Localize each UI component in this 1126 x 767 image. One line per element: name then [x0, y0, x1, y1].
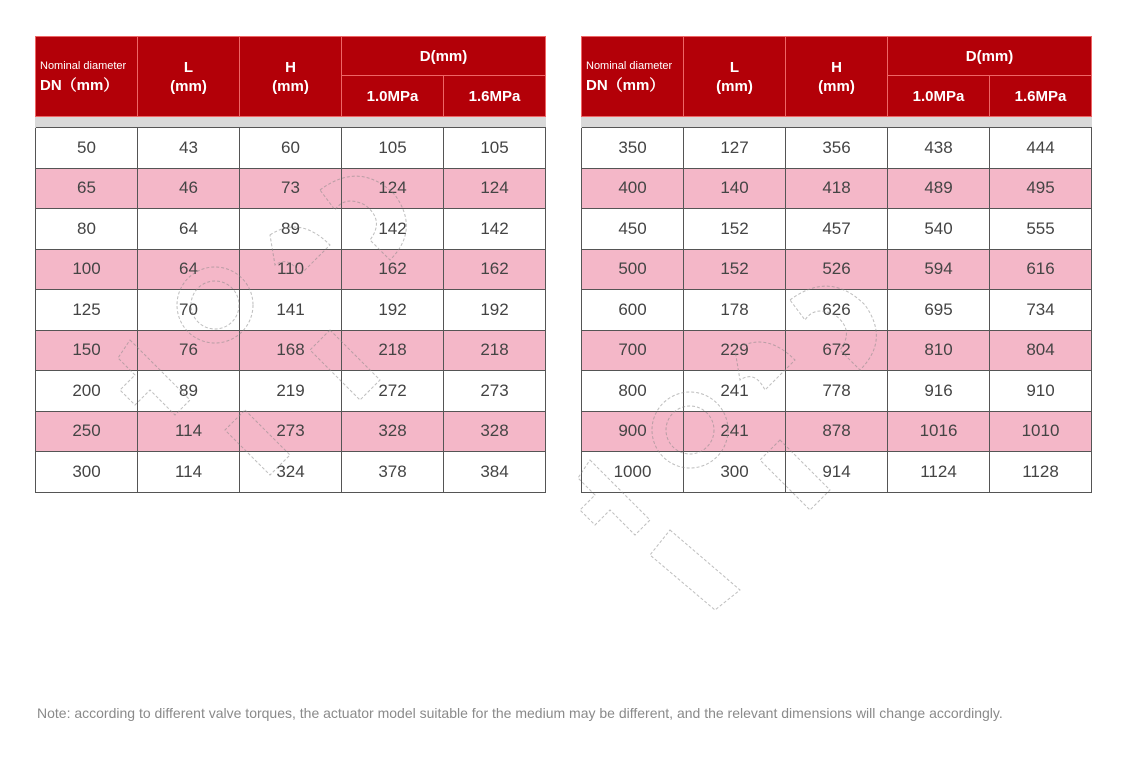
table-cell: 444	[990, 128, 1092, 169]
table-cell: 1128	[990, 452, 1092, 493]
header-nominal-small: Nominal diameter	[40, 59, 127, 72]
table-body-left	[36, 117, 546, 493]
table-cell: 124	[444, 168, 546, 209]
spacer-cell	[36, 117, 546, 128]
table-cell: 700	[582, 330, 684, 371]
header-pressure-2: 1.6MPa	[444, 76, 546, 117]
header-nominal-diameter	[582, 37, 684, 117]
header-l	[684, 37, 786, 117]
table-cell: 168	[240, 330, 342, 371]
table-cell: 200	[36, 371, 138, 412]
footnote: Note: according to different valve torques, the actuator model suitable for the medium may be different, and the relevant dimensions will change accordingly.	[37, 705, 1003, 721]
header-l-title: L	[729, 58, 740, 76]
table-cell: 356	[786, 128, 888, 169]
table-cell: 328	[342, 411, 444, 452]
table-cell: 400	[582, 168, 684, 209]
table-cell: 300	[684, 452, 786, 493]
table-cell: 100	[36, 249, 138, 290]
table-cell: 328	[444, 411, 546, 452]
table-cell: 1016	[888, 411, 990, 452]
table-row	[582, 209, 1092, 250]
table-cell: 916	[888, 371, 990, 412]
table-row	[36, 371, 546, 412]
table-cell: 384	[444, 452, 546, 493]
table-cell: 273	[240, 411, 342, 452]
table-row	[36, 128, 546, 169]
table-cell: 127	[684, 128, 786, 169]
table-cell: 142	[342, 209, 444, 250]
table-cell: 378	[342, 452, 444, 493]
table-cell: 73	[240, 168, 342, 209]
table-cell: 64	[138, 209, 240, 250]
table-cell: 1124	[888, 452, 990, 493]
table-row	[582, 411, 1092, 452]
table-cell: 600	[582, 290, 684, 331]
header-l-title: L	[183, 58, 194, 76]
table-cell: 76	[138, 330, 240, 371]
table-cell: 672	[786, 330, 888, 371]
header-h	[240, 37, 342, 117]
table-cell: 810	[888, 330, 990, 371]
table-cell: 555	[990, 209, 1092, 250]
table-cell: 64	[138, 249, 240, 290]
table-cell: 229	[684, 330, 786, 371]
table-cell: 273	[444, 371, 546, 412]
table-cell: 695	[888, 290, 990, 331]
table-cell: 300	[36, 452, 138, 493]
table-cell: 178	[684, 290, 786, 331]
table-row	[582, 330, 1092, 371]
table-row	[36, 209, 546, 250]
table-cell: 125	[36, 290, 138, 331]
table-row	[36, 290, 546, 331]
table-cell: 60	[240, 128, 342, 169]
table-cell: 272	[342, 371, 444, 412]
header-l	[138, 37, 240, 117]
header-nominal-diameter	[36, 37, 138, 117]
header-l-unit: (mm)	[170, 77, 207, 95]
table-cell: 500	[582, 249, 684, 290]
table-row	[582, 128, 1092, 169]
table-cell: 1010	[990, 411, 1092, 452]
table-body-right	[582, 117, 1092, 493]
table-cell: 526	[786, 249, 888, 290]
table-cell: 124	[342, 168, 444, 209]
table-cell: 80	[36, 209, 138, 250]
header-l-unit: (mm)	[716, 77, 753, 95]
table-row	[36, 411, 546, 452]
table-cell: 162	[342, 249, 444, 290]
table-cell: 914	[786, 452, 888, 493]
table-row	[36, 452, 546, 493]
table-cell: 140	[684, 168, 786, 209]
dimension-table-right	[581, 36, 1092, 493]
table-cell: 1000	[582, 452, 684, 493]
table-cell: 142	[444, 209, 546, 250]
header-nominal-small: Nominal diameter	[586, 59, 673, 72]
table-cell: 489	[888, 168, 990, 209]
table-cell: 105	[342, 128, 444, 169]
table-cell: 141	[240, 290, 342, 331]
table-cell: 495	[990, 168, 1092, 209]
table-cell: 910	[990, 371, 1092, 412]
table-cell: 540	[888, 209, 990, 250]
table-row	[582, 371, 1092, 412]
table-row	[36, 330, 546, 371]
table-row	[36, 249, 546, 290]
table-row	[582, 290, 1092, 331]
table-cell: 594	[888, 249, 990, 290]
header-d: D(mm)	[342, 37, 546, 76]
header-h	[786, 37, 888, 117]
table-cell: 804	[990, 330, 1092, 371]
table-cell: 219	[240, 371, 342, 412]
header-h-title: H	[285, 58, 296, 76]
table-cell: 192	[342, 290, 444, 331]
dimension-table-left	[35, 36, 546, 493]
table-cell: 43	[138, 128, 240, 169]
table-cell: 626	[786, 290, 888, 331]
header-h-unit: (mm)	[818, 77, 855, 95]
table-cell: 46	[138, 168, 240, 209]
header-pressure-1: 1.0MPa	[888, 76, 990, 117]
table-cell: 900	[582, 411, 684, 452]
table-cell: 152	[684, 249, 786, 290]
table-cell: 250	[36, 411, 138, 452]
header-d: D(mm)	[888, 37, 1092, 76]
table-cell: 114	[138, 452, 240, 493]
header-pressure-1: 1.0MPa	[342, 76, 444, 117]
table-cell: 65	[36, 168, 138, 209]
table-cell: 105	[444, 128, 546, 169]
table-cell: 218	[342, 330, 444, 371]
table-cell: 114	[138, 411, 240, 452]
header-spacer	[36, 117, 546, 128]
header-spacer	[582, 117, 1092, 128]
header-pressure-2: 1.6MPa	[990, 76, 1092, 117]
table-cell: 457	[786, 209, 888, 250]
table-cell: 878	[786, 411, 888, 452]
table-cell: 192	[444, 290, 546, 331]
table-cell: 350	[582, 128, 684, 169]
table-cell: 241	[684, 411, 786, 452]
table-row	[582, 168, 1092, 209]
table-cell: 70	[138, 290, 240, 331]
table-cell: 89	[138, 371, 240, 412]
header-nominal-big: DN（mm）	[586, 76, 665, 94]
table-cell: 450	[582, 209, 684, 250]
table-cell: 110	[240, 249, 342, 290]
table-cell: 734	[990, 290, 1092, 331]
table-cell: 616	[990, 249, 1092, 290]
table-cell: 800	[582, 371, 684, 412]
table-cell: 438	[888, 128, 990, 169]
header-h-title: H	[831, 58, 842, 76]
header-nominal-big: DN（mm）	[40, 76, 119, 94]
table-cell: 324	[240, 452, 342, 493]
table-cell: 50	[36, 128, 138, 169]
table-cell: 162	[444, 249, 546, 290]
table-cell: 89	[240, 209, 342, 250]
spacer-cell	[582, 117, 1092, 128]
table-row	[582, 249, 1092, 290]
header-h-unit: (mm)	[272, 77, 309, 95]
table-cell: 150	[36, 330, 138, 371]
table-cell: 152	[684, 209, 786, 250]
table-row	[582, 452, 1092, 493]
table-cell: 418	[786, 168, 888, 209]
table-cell: 241	[684, 371, 786, 412]
table-cell: 778	[786, 371, 888, 412]
table-row	[36, 168, 546, 209]
table-cell: 218	[444, 330, 546, 371]
